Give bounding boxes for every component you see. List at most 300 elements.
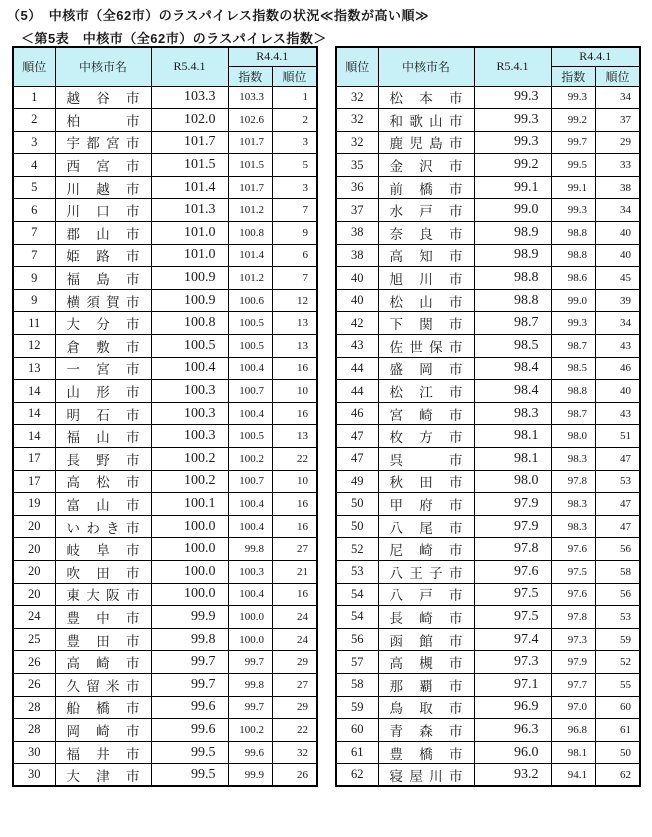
- city-name-cell: 郡山市: [55, 222, 151, 245]
- table-row: [336, 741, 640, 764]
- rank-cell: 11: [13, 312, 55, 335]
- r4-rank-cell: 53: [596, 470, 641, 493]
- rank-cell: 36: [336, 176, 378, 199]
- r5-index-cell: 97.5: [474, 583, 551, 606]
- r5-index-cell: 98.8: [474, 267, 551, 290]
- r5-index-cell: 103.3: [151, 86, 228, 109]
- rank-cell: 14: [13, 425, 55, 448]
- r4-rank-cell: 7: [273, 199, 318, 222]
- r5-index-cell: 99.2: [474, 154, 551, 177]
- city-name-cell: 松山市: [378, 289, 474, 312]
- table-row: [336, 538, 640, 561]
- r5-index-cell: 100.0: [151, 583, 228, 606]
- r4-index-cell: 100.7: [228, 380, 273, 403]
- table-row: [13, 696, 317, 719]
- table-row: [13, 109, 317, 132]
- r4-index-cell: 97.8: [551, 470, 596, 493]
- city-name-cell: いわき市: [55, 515, 151, 538]
- r4-rank-cell: 47: [596, 493, 641, 516]
- r4-index-cell: 98.3: [551, 448, 596, 471]
- rank-cell: 7: [13, 244, 55, 267]
- r5-index-cell: 96.3: [474, 719, 551, 742]
- table-row: [336, 628, 640, 651]
- table-row: [336, 425, 640, 448]
- r4-rank-cell: 50: [596, 741, 641, 764]
- rank-cell: 7: [13, 222, 55, 245]
- r4-index-cell: 100.5: [228, 335, 273, 358]
- city-name-cell: 豊橋市: [378, 741, 474, 764]
- r4-index-cell: 100.0: [228, 606, 273, 629]
- table-row: [13, 560, 317, 583]
- r4-index-cell: 97.5: [551, 560, 596, 583]
- rank-cell: 32: [336, 86, 378, 109]
- r4-rank-cell: 58: [596, 560, 641, 583]
- r4-rank-cell: 29: [273, 651, 318, 674]
- rank-cell: 58: [336, 673, 378, 696]
- city-name-cell: 青森市: [378, 719, 474, 742]
- rank-cell: 42: [336, 312, 378, 335]
- col-header-r4-index: 指数: [551, 66, 596, 86]
- rank-cell: 20: [13, 538, 55, 561]
- r4-rank-cell: 56: [596, 583, 641, 606]
- r5-index-cell: 100.0: [151, 515, 228, 538]
- table-row: [13, 267, 317, 290]
- r5-index-cell: 98.1: [474, 425, 551, 448]
- r4-index-cell: 100.2: [228, 719, 273, 742]
- r5-index-cell: 101.0: [151, 244, 228, 267]
- table-row: [336, 493, 640, 516]
- r4-rank-cell: 29: [273, 696, 318, 719]
- r4-rank-cell: 46: [596, 357, 641, 380]
- rank-cell: 60: [336, 719, 378, 742]
- table-row: [336, 696, 640, 719]
- r4-index-cell: 100.4: [228, 402, 273, 425]
- rank-cell: 17: [13, 470, 55, 493]
- city-name-cell: 長野市: [55, 448, 151, 471]
- r5-index-cell: 97.3: [474, 651, 551, 674]
- r5-index-cell: 99.7: [151, 651, 228, 674]
- city-name-cell: 松江市: [378, 380, 474, 403]
- table-row: [13, 673, 317, 696]
- city-name-cell: 水戸市: [378, 199, 474, 222]
- r4-rank-cell: 55: [596, 673, 641, 696]
- r5-index-cell: 99.3: [474, 109, 551, 132]
- r4-rank-cell: 60: [596, 696, 641, 719]
- r5-index-cell: 100.2: [151, 470, 228, 493]
- r5-index-cell: 102.0: [151, 109, 228, 132]
- table-row: [13, 86, 317, 109]
- r4-rank-cell: 59: [596, 628, 641, 651]
- table-row: [336, 560, 640, 583]
- r4-index-cell: 100.5: [228, 425, 273, 448]
- r4-index-cell: 98.6: [551, 267, 596, 290]
- r4-index-cell: 100.2: [228, 448, 273, 471]
- city-name-cell: 鳥取市: [378, 696, 474, 719]
- r4-rank-cell: 47: [596, 448, 641, 471]
- city-name-cell: 久留米市: [55, 673, 151, 696]
- page-title: （5） 中核市（全62市）のラスパイレス指数の状況≪指数が高い順≫: [7, 8, 430, 23]
- r5-index-cell: 98.1: [474, 448, 551, 471]
- table-row: [336, 651, 640, 674]
- city-name-cell: 枚方市: [378, 425, 474, 448]
- city-name-cell: 秋田市: [378, 470, 474, 493]
- rank-cell: 62: [336, 764, 378, 787]
- r4-index-cell: 99.0: [551, 289, 596, 312]
- rank-cell: 46: [336, 402, 378, 425]
- city-name-cell: 越谷市: [55, 86, 151, 109]
- table-row: [13, 448, 317, 471]
- r4-index-cell: 99.7: [551, 131, 596, 154]
- city-name-cell: 大津市: [55, 764, 151, 787]
- r4-index-cell: 99.7: [228, 696, 273, 719]
- rank-cell: 26: [13, 651, 55, 674]
- rank-cell: 50: [336, 493, 378, 516]
- r5-index-cell: 99.9: [151, 606, 228, 629]
- table-caption: ＜第5表 中核市（全62市）のラスパイレス指数＞: [21, 31, 327, 46]
- r5-index-cell: 99.5: [151, 764, 228, 787]
- city-name-cell: 西宮市: [55, 154, 151, 177]
- rank-cell: 5: [13, 176, 55, 199]
- r4-index-cell: 99.2: [551, 109, 596, 132]
- r5-index-cell: 97.4: [474, 628, 551, 651]
- table-body-left: [13, 86, 317, 786]
- r5-index-cell: 98.4: [474, 380, 551, 403]
- city-name-cell: 八王子市: [378, 560, 474, 583]
- r4-index-cell: 101.7: [228, 131, 273, 154]
- r4-index-cell: 99.3: [551, 199, 596, 222]
- r4-index-cell: 99.3: [551, 312, 596, 335]
- r4-rank-cell: 53: [596, 606, 641, 629]
- r4-index-cell: 100.4: [228, 515, 273, 538]
- table-row: [13, 606, 317, 629]
- table-row: [13, 176, 317, 199]
- city-name-cell: 八戸市: [378, 583, 474, 606]
- r4-rank-cell: 5: [273, 154, 318, 177]
- rank-cell: 43: [336, 335, 378, 358]
- table-row: [13, 154, 317, 177]
- r4-index-cell: 101.4: [228, 244, 273, 267]
- r5-index-cell: 101.4: [151, 176, 228, 199]
- city-name-cell: 川口市: [55, 199, 151, 222]
- city-name-cell: 函館市: [378, 628, 474, 651]
- rank-cell: 47: [336, 448, 378, 471]
- r4-index-cell: 97.3: [551, 628, 596, 651]
- r5-index-cell: 99.1: [474, 176, 551, 199]
- city-name-cell: 和歌山市: [378, 109, 474, 132]
- rank-cell: 57: [336, 651, 378, 674]
- table-row: [13, 312, 317, 335]
- city-name-cell: 岐阜市: [55, 538, 151, 561]
- r4-rank-cell: 43: [596, 402, 641, 425]
- table-row: [13, 493, 317, 516]
- city-name-cell: 奈良市: [378, 222, 474, 245]
- r4-rank-cell: 10: [273, 470, 318, 493]
- city-name-cell: 倉敷市: [55, 335, 151, 358]
- table-row: [13, 402, 317, 425]
- rank-cell: 14: [13, 380, 55, 403]
- r4-index-cell: 101.2: [228, 199, 273, 222]
- city-name-cell: 大分市: [55, 312, 151, 335]
- r5-index-cell: 99.6: [151, 719, 228, 742]
- r4-rank-cell: 37: [596, 109, 641, 132]
- r5-index-cell: 96.9: [474, 696, 551, 719]
- r5-index-cell: 98.9: [474, 222, 551, 245]
- r5-index-cell: 100.9: [151, 267, 228, 290]
- r5-index-cell: 101.3: [151, 199, 228, 222]
- table-row: [336, 719, 640, 742]
- table-row: [336, 289, 640, 312]
- city-name-cell: 岡崎市: [55, 719, 151, 742]
- table-row: [336, 380, 640, 403]
- rank-cell: 17: [13, 448, 55, 471]
- r4-rank-cell: 12: [273, 289, 318, 312]
- city-name-cell: 豊田市: [55, 628, 151, 651]
- rank-cell: 20: [13, 515, 55, 538]
- table-row: [336, 470, 640, 493]
- r4-rank-cell: 7: [273, 267, 318, 290]
- table-row: [336, 86, 640, 109]
- r4-index-cell: 100.8: [228, 222, 273, 245]
- r4-rank-cell: 3: [273, 176, 318, 199]
- r5-index-cell: 100.5: [151, 335, 228, 358]
- col-header-r5: R5.4.1: [474, 47, 551, 86]
- table-row: [336, 583, 640, 606]
- r5-index-cell: 101.7: [151, 131, 228, 154]
- rank-cell: 9: [13, 267, 55, 290]
- r4-rank-cell: 16: [273, 515, 318, 538]
- r5-index-cell: 100.0: [151, 560, 228, 583]
- r5-index-cell: 93.2: [474, 764, 551, 787]
- rank-cell: 52: [336, 538, 378, 561]
- r4-rank-cell: 34: [596, 86, 641, 109]
- r5-index-cell: 100.1: [151, 493, 228, 516]
- r4-rank-cell: 62: [596, 764, 641, 787]
- rank-cell: 30: [13, 741, 55, 764]
- rank-cell: 59: [336, 696, 378, 719]
- city-name-cell: 下関市: [378, 312, 474, 335]
- r5-index-cell: 98.4: [474, 357, 551, 380]
- r4-index-cell: 100.0: [228, 628, 273, 651]
- r4-rank-cell: 34: [596, 199, 641, 222]
- r5-index-cell: 99.0: [474, 199, 551, 222]
- r4-rank-cell: 45: [596, 267, 641, 290]
- city-name-cell: 前橋市: [378, 176, 474, 199]
- r4-rank-cell: 39: [596, 289, 641, 312]
- city-name-cell: 長崎市: [378, 606, 474, 629]
- laspeyres-table-left: [12, 46, 318, 787]
- city-name-cell: 金沢市: [378, 154, 474, 177]
- rank-cell: 54: [336, 606, 378, 629]
- rank-cell: 2: [13, 109, 55, 132]
- rank-cell: 14: [13, 402, 55, 425]
- col-header-r5: R5.4.1: [151, 47, 228, 86]
- r5-index-cell: 100.3: [151, 425, 228, 448]
- r5-index-cell: 97.6: [474, 560, 551, 583]
- city-name-cell: 宇都宮市: [55, 131, 151, 154]
- r4-index-cell: 98.3: [551, 515, 596, 538]
- r5-index-cell: 96.0: [474, 741, 551, 764]
- rank-cell: 12: [13, 335, 55, 358]
- table-row: [336, 606, 640, 629]
- table-row: [336, 335, 640, 358]
- r5-index-cell: 97.8: [474, 538, 551, 561]
- r4-index-cell: 99.6: [228, 741, 273, 764]
- r4-rank-cell: 13: [273, 425, 318, 448]
- r4-index-cell: 101.5: [228, 154, 273, 177]
- rank-cell: 44: [336, 357, 378, 380]
- table-body-right: [336, 86, 640, 786]
- r4-index-cell: 100.6: [228, 289, 273, 312]
- r4-rank-cell: 22: [273, 448, 318, 471]
- r4-rank-cell: 40: [596, 222, 641, 245]
- city-name-cell: 姫路市: [55, 244, 151, 267]
- table-row: [13, 741, 317, 764]
- table-row: [13, 719, 317, 742]
- r4-rank-cell: 27: [273, 673, 318, 696]
- r4-index-cell: 100.4: [228, 357, 273, 380]
- table-row: [336, 448, 640, 471]
- rank-cell: 44: [336, 380, 378, 403]
- table-row: [13, 538, 317, 561]
- rank-cell: 56: [336, 628, 378, 651]
- city-name-cell: 那覇市: [378, 673, 474, 696]
- city-name-cell: 豊中市: [55, 606, 151, 629]
- table-row: [13, 470, 317, 493]
- r4-index-cell: 98.8: [551, 380, 596, 403]
- table-row: [336, 312, 640, 335]
- r5-index-cell: 98.7: [474, 312, 551, 335]
- city-name-cell: 明石市: [55, 402, 151, 425]
- city-name-cell: 福島市: [55, 267, 151, 290]
- laspeyres-table-right: [335, 46, 641, 787]
- rank-cell: 1: [13, 86, 55, 109]
- r4-rank-cell: 34: [596, 312, 641, 335]
- rank-cell: 20: [13, 583, 55, 606]
- r4-rank-cell: 33: [596, 154, 641, 177]
- table-row: [13, 764, 317, 787]
- r5-index-cell: 99.7: [151, 673, 228, 696]
- r4-index-cell: 94.1: [551, 764, 596, 787]
- r4-rank-cell: 2: [273, 109, 318, 132]
- r4-index-cell: 98.7: [551, 335, 596, 358]
- r4-index-cell: 100.5: [228, 312, 273, 335]
- r4-rank-cell: 13: [273, 335, 318, 358]
- r4-rank-cell: 38: [596, 176, 641, 199]
- r4-index-cell: 98.8: [551, 244, 596, 267]
- rank-cell: 47: [336, 425, 378, 448]
- table-row: [13, 628, 317, 651]
- city-name-cell: 川越市: [55, 176, 151, 199]
- r5-index-cell: 99.3: [474, 86, 551, 109]
- col-header-rank: 順位: [13, 47, 55, 86]
- table-row: [336, 176, 640, 199]
- table-row: [336, 154, 640, 177]
- city-name-cell: 福井市: [55, 741, 151, 764]
- r5-index-cell: 99.3: [474, 131, 551, 154]
- table-row: [13, 380, 317, 403]
- r5-index-cell: 97.9: [474, 515, 551, 538]
- r4-rank-cell: 47: [596, 515, 641, 538]
- col-header-city: 中核市名: [55, 47, 151, 86]
- rank-cell: 13: [13, 357, 55, 380]
- rank-cell: 38: [336, 244, 378, 267]
- r4-rank-cell: 21: [273, 560, 318, 583]
- rank-cell: 28: [13, 719, 55, 742]
- r5-index-cell: 98.9: [474, 244, 551, 267]
- city-name-cell: 東大阪市: [55, 583, 151, 606]
- city-name-cell: 八尾市: [378, 515, 474, 538]
- table-row: [336, 357, 640, 380]
- city-name-cell: 柏市: [55, 109, 151, 132]
- r4-rank-cell: 10: [273, 380, 318, 403]
- city-name-cell: 寝屋川市: [378, 764, 474, 787]
- r4-index-cell: 101.2: [228, 267, 273, 290]
- r4-rank-cell: 16: [273, 583, 318, 606]
- rank-cell: 6: [13, 199, 55, 222]
- table-row: [336, 515, 640, 538]
- table-row: [13, 583, 317, 606]
- r4-index-cell: 99.7: [228, 651, 273, 674]
- r5-index-cell: 101.5: [151, 154, 228, 177]
- r4-index-cell: 98.5: [551, 357, 596, 380]
- table-header: [336, 47, 640, 86]
- rank-cell: 25: [13, 628, 55, 651]
- city-name-cell: 旭川市: [378, 267, 474, 290]
- r4-rank-cell: 52: [596, 651, 641, 674]
- r4-rank-cell: 61: [596, 719, 641, 742]
- r4-index-cell: 99.9: [228, 764, 273, 787]
- r4-rank-cell: 24: [273, 606, 318, 629]
- r4-rank-cell: 26: [273, 764, 318, 787]
- rank-cell: 3: [13, 131, 55, 154]
- r4-index-cell: 100.3: [228, 560, 273, 583]
- table-row: [336, 673, 640, 696]
- r5-index-cell: 100.2: [151, 448, 228, 471]
- r5-index-cell: 100.9: [151, 289, 228, 312]
- r4-rank-cell: 1: [273, 86, 318, 109]
- table-row: [336, 244, 640, 267]
- r4-index-cell: 98.0: [551, 425, 596, 448]
- r4-rank-cell: 43: [596, 335, 641, 358]
- r4-rank-cell: 29: [596, 131, 641, 154]
- city-name-cell: 盛岡市: [378, 357, 474, 380]
- rank-cell: 4: [13, 154, 55, 177]
- rank-cell: 32: [336, 109, 378, 132]
- r4-rank-cell: 3: [273, 131, 318, 154]
- city-name-cell: 高崎市: [55, 651, 151, 674]
- r4-rank-cell: 40: [596, 244, 641, 267]
- table-row: [13, 651, 317, 674]
- r5-index-cell: 99.6: [151, 696, 228, 719]
- r4-index-cell: 97.6: [551, 583, 596, 606]
- r4-rank-cell: 16: [273, 357, 318, 380]
- r4-index-cell: 102.6: [228, 109, 273, 132]
- city-name-cell: 呉市: [378, 448, 474, 471]
- r4-index-cell: 100.7: [228, 470, 273, 493]
- rank-cell: 26: [13, 673, 55, 696]
- r4-index-cell: 97.7: [551, 673, 596, 696]
- city-name-cell: 甲府市: [378, 493, 474, 516]
- r4-index-cell: 99.3: [551, 86, 596, 109]
- rank-cell: 28: [13, 696, 55, 719]
- r4-rank-cell: 16: [273, 493, 318, 516]
- table-row: [13, 425, 317, 448]
- rank-cell: 37: [336, 199, 378, 222]
- r5-index-cell: 98.8: [474, 289, 551, 312]
- col-header-r4-rank: 順位: [596, 66, 641, 86]
- city-name-cell: 船橋市: [55, 696, 151, 719]
- city-name-cell: 吹田市: [55, 560, 151, 583]
